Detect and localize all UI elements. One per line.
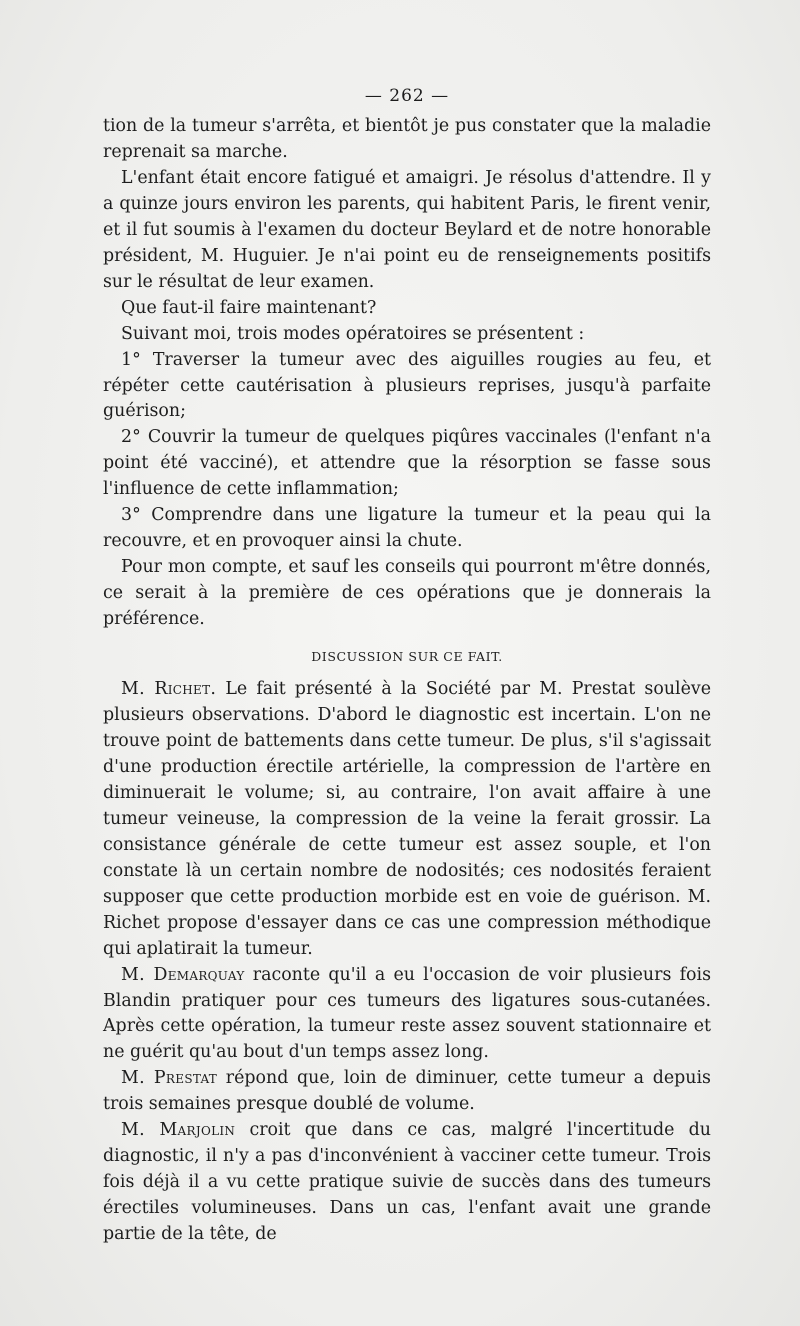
paragraph: tion de la tumeur s'arrêta, et bientôt je pus constater que la maladie reprenait sa marche. <box>103 116 711 162</box>
list-item-paragraph: 3° Comprendre dans une ligature la tumeur et la peau qui la recouvre, et en provoquer ainsi la chute. <box>103 505 711 552</box>
speaker-name: M. Richet. <box>121 679 217 700</box>
list-item-paragraph: 1° Traverser la tumeur avec des aiguilles rougies au feu, et répéter cette cautérisation à plusieurs reprises, jusqu'à parfaite guérison; <box>103 349 711 422</box>
speaker-name: M. Prestat <box>121 1068 218 1089</box>
speaker-name: M. Marjolin <box>121 1120 236 1141</box>
discussion-text: Le fait présenté à la Société par M. Prestat soulève plusieurs observations. D'abord le diagnostic est incertain. L'on ne trouve point de battements dans cette tumeur. De plus, s'il s'agissait d'une production érectile artérielle, la compression de l'artère en diminuerait le volume; si, au contraire, l'on avait affaire à une tumeur veineuse, la compression de la veine la ferait grossir. La consistance générale de cette tumeur est assez souple, et l'on constate là un certain nombre de nodosités; ces nodosités feraient supposer que cette production morbide est en voie de guérison. M. Richet propose d'essayer dans ce cas une compression méthodique qui aplatirait la tumeur. <box>103 679 711 959</box>
discussion-text: répond que, loin de diminuer, cette tumeur a depuis trois semaines presque doublé de volume. <box>103 1068 711 1115</box>
discussion-text: raconte qu'il a eu l'occasion de voir plusieurs fois Blandin pratiquer pour ces tumeurs des ligatures sous-cutanées. Après cette opération, la tumeur reste assez souvent stationnaire et ne guérit qu'au bout d'un temps assez long. <box>103 964 711 1063</box>
speaker-name: M. Demarquay <box>121 964 245 985</box>
list-item-paragraph: 2° Couvrir la tumeur de quelques piqûres vaccinales (l'enfant n'a point été vacciné), et attendre que la résorption se fasse sous l'influence de cette inflammation; <box>103 427 711 500</box>
page-text <box>103 84 711 1248</box>
discussion-paragraph <box>103 1118 711 1248</box>
paragraph: Pour mon compte, et sauf les conseils qui pourront m'être donnés, ce serait à la première de ces opérations que je donnerais la préférence. <box>103 557 711 630</box>
discussion-text: croit que dans ce cas, malgré l'incertitude du diagnostic, il n'y a pas d'inconvénient à vacciner cette tumeur. Trois fois déjà il a vu cette pratique suivie de succès dans des tumeurs érectiles volumineuses. Dans un cas, l'enfant avait une grande partie de la tête, de <box>103 1120 712 1245</box>
paragraph: Suivant moi, trois modes opératoires se présentent : <box>121 323 585 344</box>
discussion-paragraph <box>103 677 711 962</box>
paragraph: Que faut-il faire maintenant? <box>121 297 377 318</box>
paragraph: L'enfant était encore fatigué et amaigri. Je résolus d'attendre. Il y a quinze jours environ les parents, qui habitent Paris, le firent venir, et il fut soumis à l'examen du docteur Beylard et de notre honorable président, M. Huguier. Je n'ai point eu de renseignements positifs sur le résultat de leur examen. <box>103 167 711 292</box>
page-number: — 262 — <box>364 86 450 106</box>
discussion-paragraph <box>103 1066 711 1118</box>
section-heading: DISCUSSION SUR CE FAIT. <box>311 649 503 665</box>
discussion-paragraph <box>103 963 711 1067</box>
